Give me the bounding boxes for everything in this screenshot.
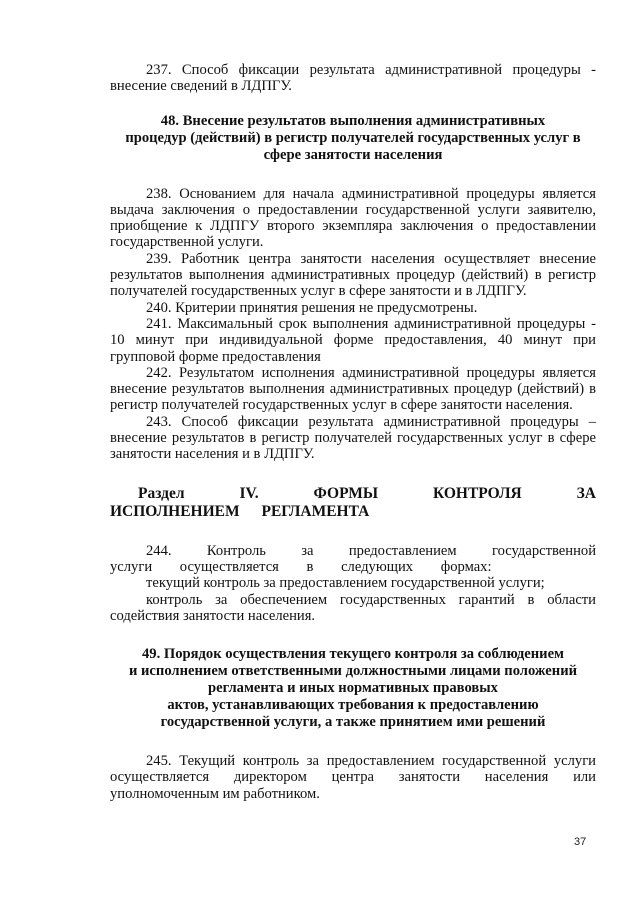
- section-title-4: Раздел IV. ФОРМЫ КОНТРОЛЯ ЗА ИСПОЛНЕНИЕМ РЕГЛАМЕНТА: [110, 484, 596, 520]
- page-number: 37: [574, 836, 587, 848]
- page-content: [110, 62, 596, 802]
- heading-49: [110, 646, 596, 731]
- heading-48-line-1: 48. Внесение результатов выполнения административных: [160, 112, 546, 129]
- paragraph-242: 242. Результатом исполнения административной процедуры является внесение результатов выполнения административных процедур (действий) в регистр получателей государственных услуг в сфере занятости населения.: [110, 364, 596, 414]
- paragraph-238: 238. Основанием для начала административной процедуры является выдача заключения о предоставлении государственной услуги заявителю, приобщение к ЛДПГУ второго экземпляра заключения о предоставлении государственной услуги.: [110, 185, 596, 251]
- paragraph-244-item-2: контроль за обеспечением государственных гарантий в области содействия занятости населения.: [110, 591, 596, 624]
- heading-49-line-1: 49. Порядок осуществления текущего контроля за соблюдением: [142, 646, 564, 663]
- paragraph-243: 243. Способ фиксации результата административной процедуры – внесение результатов в регистр получателей государственных услуг в сфере занятости населения и в ЛДПГУ.: [110, 413, 596, 463]
- heading-49-line-2: и исполнением ответственными должностными лицами положений: [128, 663, 578, 680]
- heading-49-line-5: государственной услуги, а также принятием ими решений: [160, 714, 546, 731]
- paragraph-241: 241. Максимальный срок выполнения административной процедуры - 10 минут при индивидуальной форме предоставления, 40 минут при групповой форме предоставления: [110, 315, 596, 365]
- paragraph-237: 237. Способ фиксации результата административной процедуры - внесение сведений в ЛДПГУ.: [110, 62, 596, 95]
- paragraph-240: 240. Критерии принятия решения не предусмотрены.: [146, 299, 478, 316]
- heading-49-line-3: регламента и иных нормативных правовых: [208, 680, 498, 697]
- paragraph-244-item-1: текущий контроль за предоставлением государственной услуги;: [146, 575, 545, 592]
- paragraph-239: 239. Работник центра занятости населения осуществляет внесение результатов выполнения административных процедур (действий) в регистр получателей государственных услуг в сфере занятости и в ЛДПГУ.: [110, 250, 596, 300]
- paragraph-244: 244. Контроль за предоставлением государственной услуги осуществляется в следующих формах:: [110, 542, 596, 575]
- heading-48-line-3: сфере занятости населения: [263, 146, 443, 163]
- heading-49-line-4: актов, устанавливающих требования к предоставлению: [167, 697, 539, 714]
- heading-48-line-2: процедур (действий) в регистр получателей государственных услуг в: [125, 129, 581, 146]
- paragraph-245: 245. Текущий контроль за предоставлением государственной услуги осуществляется директором центра занятости населения или уполномоченным им работником.: [110, 753, 596, 802]
- heading-48: [110, 113, 596, 164]
